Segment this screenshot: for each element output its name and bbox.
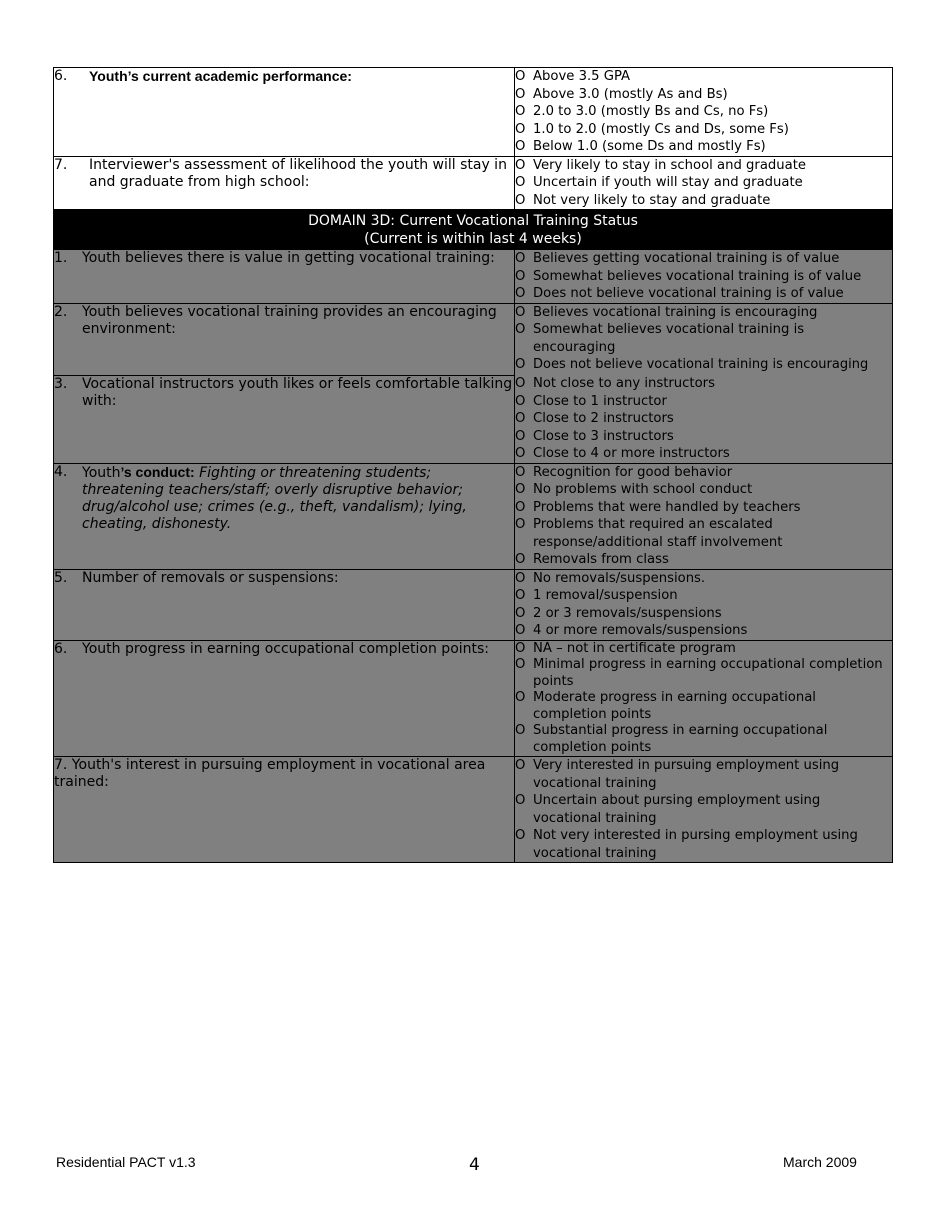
option-item[interactable] <box>515 622 892 640</box>
question-number: 2. <box>54 303 68 320</box>
question-italic: Fighting or threatening students; threatening teachers/staff; overly disruptive behavior; drug/alcohol use; crimes (e.g., theft, vandalism); lying, cheating, dishonesty. <box>82 464 467 532</box>
option-marker: O <box>515 588 526 603</box>
option-marker: O <box>515 86 526 102</box>
question-number: 3. <box>54 375 68 392</box>
assessment-table <box>53 67 893 863</box>
option-label: Believes getting vocational training is of value <box>533 251 840 266</box>
option-marker: O <box>515 251 526 266</box>
question-text: 7. Youth's interest in pursuing employment in vocational area trained: <box>54 757 486 790</box>
option-item[interactable] <box>515 690 892 723</box>
option-label: Does not believe vocational training is encouraging <box>533 357 869 372</box>
question-number: 1. <box>54 250 68 266</box>
question-cell <box>54 569 515 640</box>
question-row-graduation-likelihood <box>54 156 893 210</box>
option-item[interactable] <box>515 516 892 551</box>
question-row-value-of-training <box>54 250 893 304</box>
option-marker: O <box>515 104 526 119</box>
option-item[interactable] <box>515 103 892 121</box>
domain-header-row <box>54 210 893 250</box>
option-label: Uncertain if youth will stay and graduate <box>533 175 803 190</box>
option-item[interactable] <box>515 551 892 569</box>
options-cell <box>515 640 893 757</box>
option-label: Very likely to stay in school and graduate <box>533 157 807 173</box>
option-marker: O <box>515 268 526 284</box>
footer-date: March 2009 <box>783 1154 857 1170</box>
question-row-conduct <box>54 463 893 569</box>
footer-page-number: 4 <box>469 1155 480 1175</box>
question-text: Youth believes there is value in getting vocational training: <box>82 250 495 266</box>
options-cell <box>515 303 893 375</box>
option-marker: O <box>515 499 526 515</box>
options-cell <box>515 250 893 304</box>
question-number: 4. <box>54 463 68 480</box>
option-marker: O <box>515 175 526 190</box>
option-item[interactable] <box>515 757 892 792</box>
question-cell <box>54 463 515 569</box>
question-cell <box>54 68 515 157</box>
question-prefix: Youth <box>82 464 121 481</box>
question-bold: ’s conduct: <box>120 463 195 480</box>
domain-header <box>54 210 893 250</box>
option-item[interactable] <box>515 285 892 303</box>
option-item[interactable] <box>515 792 892 827</box>
option-label: Somewhat believes vocational training is of value <box>533 268 862 284</box>
domain-subtitle: (Current is within last 4 weeks) <box>364 231 582 247</box>
question-row-removals <box>54 569 893 640</box>
option-marker: O <box>515 690 526 705</box>
option-label: 2.0 to 3.0 (mostly Bs and Cs, no Fs) <box>533 104 769 119</box>
option-marker: O <box>515 304 526 320</box>
option-label: NA – not in certificate program <box>533 640 736 656</box>
option-label: Removals from class <box>533 552 669 567</box>
question-cell <box>54 156 515 210</box>
question-text <box>82 464 514 533</box>
option-label: Not close to any instructors <box>533 376 715 391</box>
options-cell <box>515 569 893 640</box>
option-marker: O <box>515 121 526 137</box>
option-marker: O <box>515 192 526 208</box>
question-text: Youth believes vocational training provides an encouraging environment: <box>82 303 497 337</box>
question-cell <box>54 640 515 757</box>
option-item[interactable] <box>515 410 892 428</box>
option-item[interactable] <box>515 464 892 482</box>
option-marker: O <box>515 482 526 497</box>
question-row-academic-performance <box>54 68 893 157</box>
option-item[interactable] <box>515 138 892 156</box>
question-text: Youth’s current academic performance: <box>89 68 352 84</box>
question-text: Interviewer's assessment of likelihood the youth will stay in and graduate from high school: <box>89 156 507 190</box>
option-marker: O <box>515 570 526 586</box>
footer-document-version: Residential PACT v1.3 <box>56 1154 196 1170</box>
option-label: 2 or 3 removals/suspensions <box>533 605 722 621</box>
option-item[interactable] <box>515 445 892 463</box>
option-label: Not very likely to stay and graduate <box>533 192 771 208</box>
option-marker: O <box>515 828 526 843</box>
option-marker: O <box>515 640 526 656</box>
question-cell <box>54 375 515 463</box>
option-marker: O <box>515 723 526 738</box>
question-text: Number of removals or suspensions: <box>82 569 339 586</box>
option-label: Close to 4 or more instructors <box>533 446 730 461</box>
option-item[interactable] <box>515 157 892 175</box>
option-label: Problems that were handled by teachers <box>533 499 801 515</box>
option-label: Recognition for good behavior <box>533 464 733 480</box>
option-marker: O <box>515 446 526 461</box>
option-label: No problems with school conduct <box>533 482 753 497</box>
question-row-instructors <box>54 375 893 463</box>
option-label: Moderate progress in earning occupational completion points <box>533 690 816 722</box>
option-label: Believes vocational training is encouraging <box>533 304 818 320</box>
option-label: 1 removal/suspension <box>533 588 678 603</box>
options-cell <box>515 68 893 157</box>
option-label: Substantial progress in earning occupational completion points <box>533 723 828 755</box>
option-marker: O <box>515 322 526 337</box>
option-marker: O <box>515 552 526 567</box>
option-label: 4 or more removals/suspensions <box>533 623 748 638</box>
option-item[interactable] <box>515 570 892 588</box>
option-label: Minimal progress in earning occupational completion points <box>533 657 883 689</box>
option-label: Problems that required an escalated response/additional staff involvement <box>533 517 783 550</box>
option-item[interactable] <box>515 86 892 104</box>
question-cell <box>54 303 515 375</box>
option-label: Not very interested in pursing employment using vocational training <box>533 828 858 861</box>
question-number: 6. <box>54 68 68 84</box>
option-label: Does not believe vocational training is of value <box>533 286 844 301</box>
option-marker: O <box>515 464 526 480</box>
option-marker: O <box>515 357 526 372</box>
option-item[interactable] <box>515 641 892 658</box>
question-text: Vocational instructors youth likes or feels comfortable talking with: <box>82 375 513 409</box>
option-label: Close to 1 instructor <box>533 393 667 409</box>
option-marker: O <box>515 393 526 409</box>
option-item[interactable] <box>515 250 892 268</box>
option-marker: O <box>515 623 526 638</box>
question-number: 7. <box>54 156 68 173</box>
question-row-completion-points <box>54 640 893 757</box>
option-marker: O <box>515 69 526 84</box>
option-marker: O <box>515 286 526 301</box>
domain-title: DOMAIN 3D: Current Vocational Training Status <box>308 213 638 229</box>
option-marker: O <box>515 376 526 391</box>
option-item[interactable] <box>515 321 892 356</box>
question-row-employment-interest <box>54 757 893 863</box>
question-cell <box>54 757 515 863</box>
option-item[interactable] <box>515 657 892 690</box>
options-cell <box>515 463 893 569</box>
options-cell <box>515 757 893 863</box>
option-label: Very interested in pursuing employment using vocational training <box>533 758 840 791</box>
question-cell <box>54 250 515 304</box>
option-label: Somewhat believes vocational training is encouraging <box>533 322 805 355</box>
option-marker: O <box>515 428 526 444</box>
option-marker: O <box>515 758 526 773</box>
question-number: 6. <box>54 640 68 657</box>
option-marker: O <box>515 139 526 154</box>
option-marker: O <box>515 793 526 808</box>
option-item[interactable] <box>515 192 892 210</box>
option-item[interactable] <box>515 356 892 374</box>
option-item[interactable] <box>515 481 892 499</box>
option-item[interactable] <box>515 68 892 86</box>
option-item[interactable] <box>515 121 892 139</box>
option-label: Close to 2 instructors <box>533 411 674 426</box>
option-item[interactable] <box>515 587 892 605</box>
options-cell <box>515 156 893 210</box>
option-item[interactable] <box>515 499 892 517</box>
option-item[interactable] <box>515 428 892 446</box>
question-row-encouraging-environment <box>54 303 893 375</box>
option-item[interactable] <box>515 174 892 192</box>
option-item[interactable] <box>515 304 892 322</box>
option-item[interactable] <box>515 723 892 756</box>
option-item[interactable] <box>515 827 892 862</box>
question-number: 5. <box>54 569 68 586</box>
question-text: Youth progress in earning occupational completion points: <box>82 640 490 657</box>
option-label: Above 3.0 (mostly As and Bs) <box>533 86 728 102</box>
option-label: Close to 3 instructors <box>533 428 674 444</box>
option-label: Uncertain about pursing employment using vocational training <box>533 793 821 826</box>
option-item[interactable] <box>515 605 892 623</box>
option-item[interactable] <box>515 375 892 393</box>
option-label: Below 1.0 (some Ds and mostly Fs) <box>533 139 766 154</box>
option-item[interactable] <box>515 268 892 286</box>
options-cell <box>515 375 893 463</box>
option-item[interactable] <box>515 393 892 411</box>
option-marker: O <box>515 517 526 532</box>
option-label: No removals/suspensions. <box>533 570 706 586</box>
option-marker: O <box>515 411 526 426</box>
option-marker: O <box>515 605 526 621</box>
option-marker: O <box>515 657 526 672</box>
option-label: 1.0 to 2.0 (mostly Cs and Ds, some Fs) <box>533 121 789 137</box>
option-label: Above 3.5 GPA <box>533 69 631 84</box>
option-marker: O <box>515 157 526 173</box>
